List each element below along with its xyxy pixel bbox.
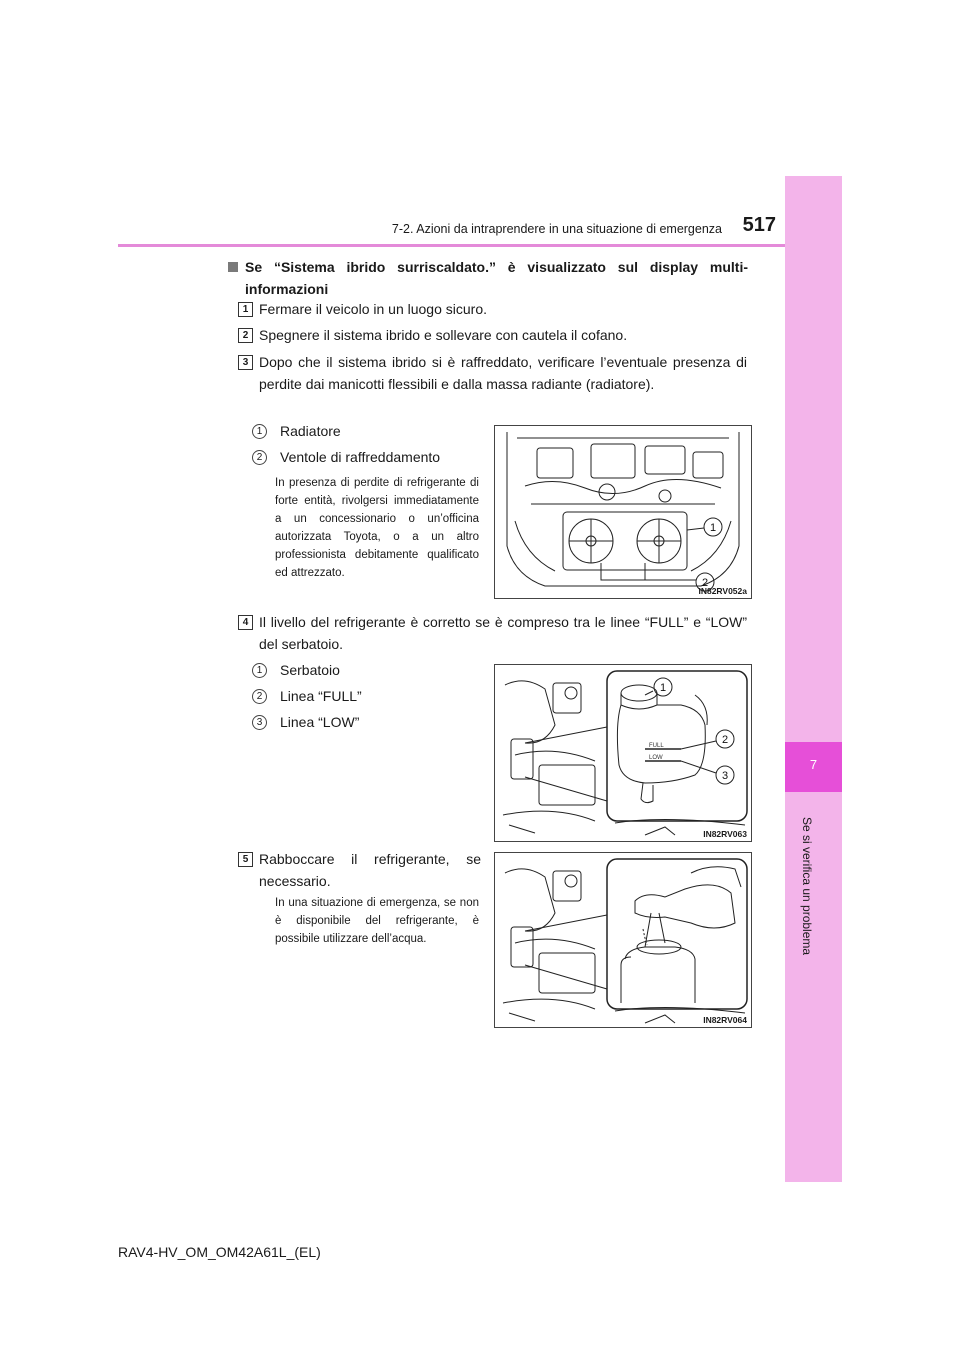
step-number-box: 4 (238, 615, 253, 630)
step-text: Il livello del refrigerante è corretto se è compreso tra le linee “FULL” e “LOW” del serbatoio. (259, 614, 747, 652)
label-radiator: Radiatore (280, 423, 341, 439)
header-rule (118, 244, 785, 247)
callout-number: 1 (252, 424, 267, 439)
section-header: 7-2. Azioni da intraprendere in una situazione di emergenza (391, 222, 722, 236)
fig2-callout: 3 (721, 770, 729, 782)
figure-coolant-reservoir (494, 664, 752, 842)
emergency-water-note: In una situazione di emergenza, se non è disponibile del refrigerante, è possibile utilizzare dell’acqua. (275, 897, 479, 945)
fig2-full-marking: FULL (649, 743, 664, 749)
figure-engine-compartment (494, 425, 752, 599)
callout-number: 2 (252, 689, 267, 704)
heading-text: Se “Sistema ibrido surriscaldato.” è visualizzato sul display multi-informazioni (245, 259, 748, 297)
document-code: RAV4-HV_OM_OM42A61L_(EL) (118, 1244, 321, 1260)
fig1-callout: 1 (709, 522, 717, 534)
page-number: 517 (742, 214, 776, 236)
label-reservoir: Serbatoio (280, 662, 340, 678)
chapter-number: 7 (809, 757, 818, 772)
figure-code: IN82RV063 (703, 829, 747, 839)
label-cooling-fans: Ventole di raffreddamento (280, 449, 441, 465)
step-text: Rabboccare il refrigerante, se necessario. (259, 851, 481, 889)
fig2-callout: 1 (659, 682, 667, 694)
step-number-box: 2 (238, 328, 253, 343)
step-number-box: 3 (238, 355, 253, 370)
side-tab (785, 176, 842, 742)
fig1-callout: 2 (701, 577, 709, 589)
step-text: Spegnere il sistema ibrido e sollevare con cautela il cofano. (259, 327, 628, 343)
step-text: Fermare il veicolo in un luogo sicuro. (259, 301, 487, 317)
section-heading (228, 256, 748, 300)
step-number-box: 5 (238, 852, 253, 867)
callout-number: 2 (252, 450, 267, 465)
figure-code: IN82RV064 (703, 1015, 747, 1025)
chapter-title: Se si verifica un problema (800, 817, 814, 956)
label-full-line: Linea “FULL” (280, 688, 362, 704)
label-low-line: Linea “LOW” (280, 714, 360, 730)
step-number-box: 1 (238, 302, 253, 317)
callout-number: 3 (252, 715, 267, 730)
figure-code: IN82RV052a (698, 586, 747, 596)
figure-refill-coolant (494, 852, 752, 1028)
fig2-low-marking: LOW (649, 755, 663, 761)
callout-number: 1 (252, 663, 267, 678)
square-bullet-icon (228, 262, 238, 272)
coolant-leak-note: In presenza di perdite di refrigerante di forte entità, rivolgersi immediatamente a un concessionario o un’officina autorizzata Toyota, o a un altro professionista debitamente qualificato ed attrezzato. (275, 477, 479, 579)
step-text: Dopo che il sistema ibrido si è raffreddato, verificare l’eventuale presenza di perdite dai manicotti flessibili e dalla massa radiante (radiatore). (259, 354, 747, 392)
fig2-callout: 2 (721, 734, 729, 746)
